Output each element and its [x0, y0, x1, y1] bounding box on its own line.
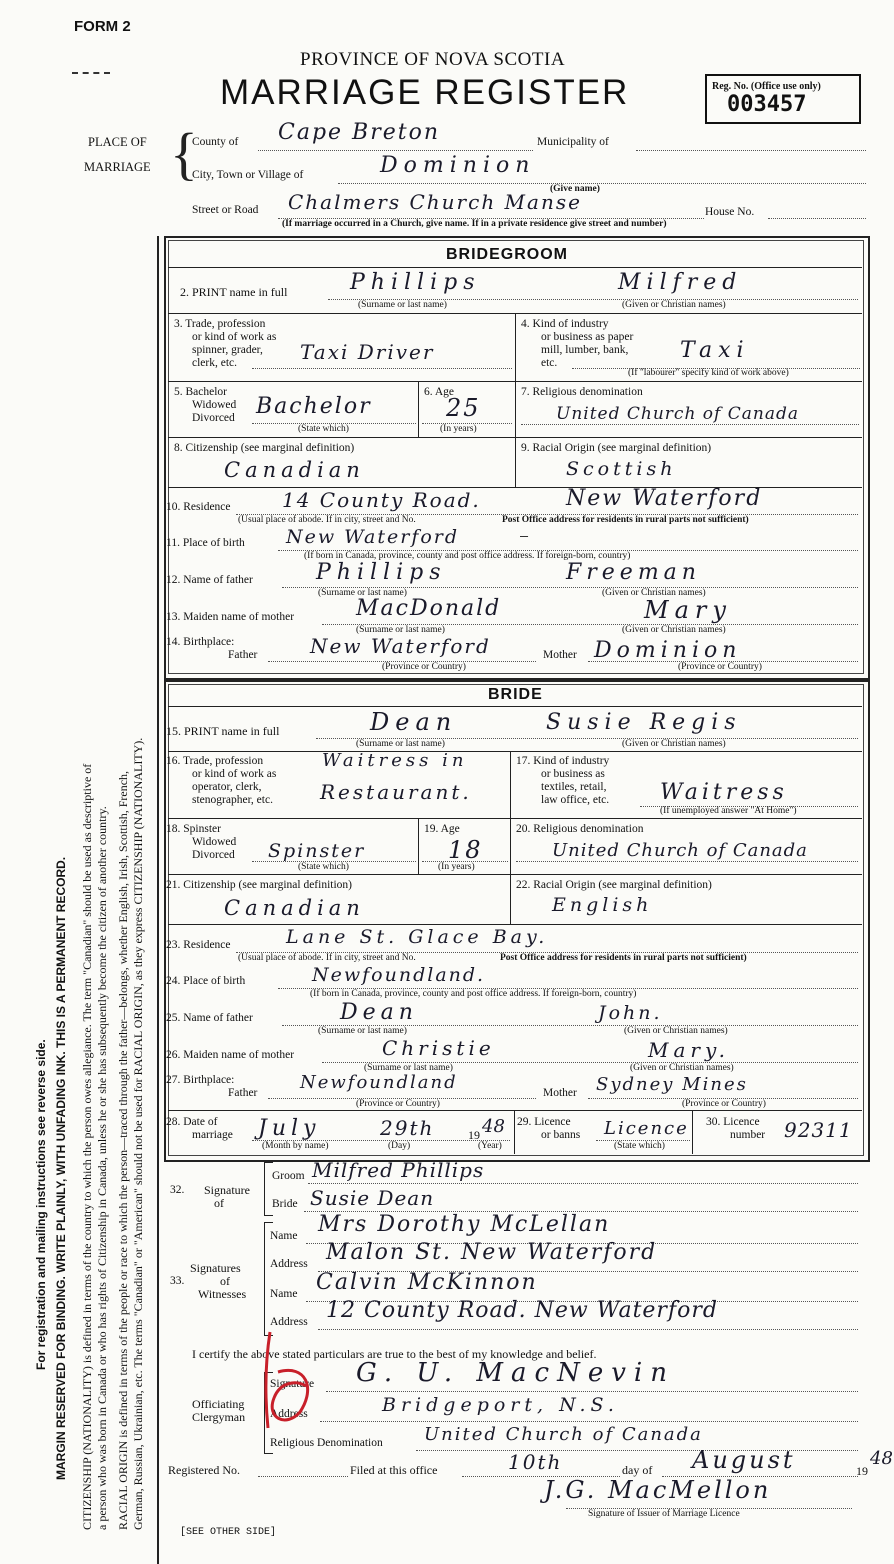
margin-citizenship-2: a person who was born in Canada or who has rights of Citizenship in Canada, unless he or she has subsequently become the citizen of another country. [95, 806, 109, 1530]
witness1-address: Malon St. New Waterford [326, 1240, 658, 1265]
house-no-label: House No. [705, 206, 755, 218]
filed-day: 10th [508, 1450, 563, 1474]
groom-religion-label: 7. Religious denomination [521, 386, 643, 398]
caption-given-2: (Given or Christian names) [602, 588, 706, 598]
caption-surname-5: (Surname or last name) [318, 1026, 407, 1036]
bride-status-label-2: Widowed [192, 836, 237, 848]
margin-racial-1: RACIAL ORIGIN is defined in terms of the people or race to which the person—traced through the father—belongs, whether English, Irish, Scottish, French, [116, 770, 130, 1530]
bride-father-label: 25. Name of father [166, 1012, 253, 1024]
filed-month: August [692, 1446, 796, 1474]
bride-religion-label: 20. Religious denomination [516, 823, 644, 835]
groom-father-label: 12. Name of father [166, 574, 253, 586]
marriage-day: 29th [380, 1116, 435, 1140]
bridegroom-heading: BRIDEGROOM [446, 246, 568, 263]
groom-religion: United Church of Canada [556, 404, 799, 424]
caption-given-5: (Given or Christian names) [624, 1026, 728, 1036]
groom-citizenship-label: 8. Citizenship (see marginal definition) [174, 442, 355, 454]
page-title: MARRIAGE REGISTER [220, 73, 630, 112]
caption-day: (Day) [388, 1141, 411, 1151]
clergy-signature: G. U. MacNevin [356, 1358, 675, 1388]
caption-unemployed: (If unemployed answer "At Home") [660, 806, 797, 816]
caption-state-which-3: (State which) [614, 1141, 665, 1151]
caption-state-which-1: (State which) [298, 424, 349, 434]
bride-surname: Dean [370, 708, 458, 736]
groom-name-label-text: 2. PRINT name in full [180, 285, 288, 299]
caption-usual-abode-1: (Usual place of abode. If in city, street and No. [238, 515, 416, 525]
caption-surname-6: (Surname or last name) [364, 1063, 453, 1073]
licence-label-1: 29. Licence [517, 1116, 571, 1128]
filed-year: 48 [870, 1448, 893, 1469]
groom-father-bp-label: Father [228, 649, 258, 661]
groom-trade-label-4: clerk, etc. [192, 357, 238, 369]
groom-residence-street: 14 County Road. [282, 488, 481, 512]
stray-mark [72, 72, 110, 74]
bride-parents-birthplace-label: 27. Birthplace: [166, 1074, 235, 1086]
date-label-2: marriage [192, 1129, 233, 1141]
reg-no-value: 003457 [727, 92, 807, 117]
caption-month: (Month by name) [262, 1141, 329, 1151]
province-heading: PROVINCE OF NOVA SCOTIA [300, 49, 566, 70]
county-value: Cape Breton [278, 120, 441, 145]
groom-age: 25 [446, 394, 481, 422]
bride-father-birthplace: Newfoundland [300, 1072, 458, 1093]
witnesses-label-1: Signatures [190, 1261, 241, 1275]
caption-surname-4: (Surname or last name) [356, 739, 445, 749]
sig-number: 32. [170, 1184, 185, 1196]
clergy-address: Bridgeport, N.S. [382, 1394, 619, 1416]
caption-given: (Given or Christian names) [622, 300, 726, 310]
margin-binding-note: MARGIN RESERVED FOR BINDING. WRITE PLAINLY, WITH UNFADING INK. THIS IS A PERMANENT RECORD. [54, 856, 68, 1480]
bride-mother-surname: Christie [382, 1036, 495, 1060]
groom-birthplace: New Waterford [286, 526, 460, 548]
w1-name-label: Name [270, 1230, 298, 1242]
bride-status: Spinster [268, 840, 366, 862]
clergy-address-label: Address [270, 1408, 308, 1420]
bride-status-label-3: Divorced [192, 849, 235, 861]
groom-father-surname: Phillips [316, 560, 447, 585]
caption-in-years-2: (In years) [438, 862, 475, 872]
street-value: Chalmers Church Manse [288, 190, 582, 214]
caption-state-which-2: (State which) [298, 862, 349, 872]
groom-racial-label: 9. Racial Origin (see marginal definition) [521, 442, 712, 454]
margin-rule [157, 236, 159, 1564]
bride-birthplace: Newfoundland. [312, 964, 486, 986]
form-number: FORM 2 [74, 18, 131, 35]
day-of-label: day of [622, 1463, 653, 1477]
officiating-label-2: Clergyman [192, 1410, 246, 1424]
groom-age-label: 6. Age [424, 386, 455, 398]
w2-address-label: Address [270, 1316, 308, 1328]
caption-surname-3: (Surname or last name) [356, 625, 445, 635]
groom-mother-birthplace: Dominion [594, 638, 742, 663]
date-label-1: 28. Date of [166, 1116, 218, 1128]
bride-industry: Waitress [660, 780, 788, 805]
street-note: (If marriage occurred in a Church, give name. If in a private residence give street and number) [282, 219, 667, 229]
bride-mother-label: 26. Maiden name of mother [166, 1049, 295, 1061]
groom-citizenship: Canadian [224, 458, 365, 482]
caption-prov-country-1: (Province or Country) [382, 662, 466, 672]
bride-trade-line2: Restaurant. [320, 780, 472, 804]
bride-mother-given: Mary. [648, 1038, 730, 1062]
issuer-caption: Signature of Issuer of Marriage Licence [588, 1509, 740, 1519]
bride-trade-label-4: stenographer, etc. [192, 794, 273, 806]
bride-father-given: John. [598, 1002, 663, 1024]
groom-industry: Taxi [680, 338, 750, 363]
city-label: City, Town or Village of [192, 169, 304, 181]
caption-usual-abode-2: (Usual place of abode. If in city, street and No. [238, 953, 416, 963]
registered-no-label: Registered No. [168, 1463, 240, 1477]
bride-given: Susie Regis [546, 710, 742, 735]
reg-no-box [705, 74, 861, 124]
marriage-label: MARRIAGE [84, 160, 151, 174]
bride-industry-label-3: textiles, retail, [541, 781, 607, 793]
bride-age-label: 19. Age [424, 823, 460, 835]
filed-year-prefix: 19 [856, 1464, 868, 1478]
groom-birthplace-struck [520, 526, 528, 548]
bride-religion: United Church of Canada [552, 840, 808, 861]
street-label: Street or Road [192, 204, 259, 216]
caption-year: (Year) [478, 1141, 502, 1151]
groom-status-label-3: Divorced [192, 412, 235, 424]
groom-mother-label: 13. Maiden name of mother [166, 611, 295, 623]
filed-label: Filed at this office [350, 1463, 438, 1477]
brace: { [170, 121, 198, 186]
groom-status: Bachelor [256, 394, 372, 419]
red-check-mark [256, 1328, 320, 1434]
margin-instructions: For registration and mailing instructions see reverse side. [34, 1039, 48, 1370]
witnesses-label-2: of [220, 1274, 230, 1288]
bride-trade-line1: Waitress in [322, 750, 468, 771]
caption-prov-country-2: (Province or Country) [678, 662, 762, 672]
caption-post-office-1: Post Office address for residents in rural parts not sufficient) [502, 515, 749, 525]
bride-racial-label: 22. Racial Origin (see marginal definition) [516, 879, 712, 891]
bride-signature: Susie Dean [310, 1186, 435, 1210]
caption-prov-country-3: (Province or Country) [356, 1099, 440, 1109]
groom-father-given: Freeman [566, 560, 701, 585]
bride-sig-label: Bride [272, 1198, 298, 1210]
bride-trade-label-2: or kind of work as [192, 768, 277, 780]
bride-age: 18 [448, 836, 483, 864]
caption-in-years-1: (In years) [440, 424, 477, 434]
marriage-month: July [258, 1116, 321, 1141]
bride-mother-bp-label: Mother [543, 1087, 577, 1099]
witnesses-label-3: Witnesses [198, 1287, 247, 1301]
groom-name-label [180, 286, 287, 299]
w1-address-label: Address [270, 1258, 308, 1270]
licence-label-2: or banns [541, 1129, 581, 1141]
bride-father-bp-label: Father [228, 1087, 258, 1099]
groom-status-label-2: Widowed [192, 399, 237, 411]
bride-name-label: 15. PRINT name in full [166, 724, 280, 738]
groom-industry-label-1: 4. Kind of industry [521, 318, 609, 330]
groom-signature: Milfred Phillips [312, 1158, 485, 1182]
bride-trade-label-3: operator, clerk, [192, 781, 262, 793]
caption-surname-2: (Surname or last name) [318, 588, 407, 598]
clergy-religion-label: Religious Denomination [270, 1437, 383, 1449]
bride-residence: Lane St. Glace Bay. [286, 926, 549, 948]
groom-mother-given: Mary [644, 596, 732, 624]
bride-racial: English [552, 894, 653, 916]
county-label: County of [192, 136, 239, 148]
bride-mother-birthplace: Sydney Mines [596, 1074, 748, 1095]
sig-of-label: of [214, 1196, 224, 1210]
groom-residence-label: 10. Residence [166, 501, 231, 513]
groom-parents-birthplace-label: 14. Birthplace: [166, 636, 235, 648]
bride-citizenship-label: 21. Citizenship (see marginal definition) [166, 879, 352, 891]
groom-mother-surname: MacDonald [356, 596, 502, 621]
caption-post-office-2: Post Office address for residents in rural parts not sufficient) [500, 953, 747, 963]
give-name-caption: (Give name) [550, 184, 600, 194]
sig-label: Signature [204, 1183, 250, 1197]
witness2-name: Calvin McKinnon [316, 1270, 538, 1295]
caption-born-in-2: (If born in Canada, province, county and post office address. If foreign-born, country) [310, 989, 637, 999]
w2-name-label: Name [270, 1288, 298, 1300]
clergy-religion: United Church of Canada [424, 1424, 703, 1445]
issuer-signature: J.G. MacMellon [544, 1476, 772, 1504]
bride-industry-label-4: law office, etc. [541, 794, 610, 806]
groom-trade-label-3: spinner, grader, [192, 344, 263, 356]
groom-industry-label-2: or business as paper [541, 331, 634, 343]
witness2-address: 12 County Road. New Waterford [326, 1298, 718, 1323]
groom-residence-town: New Waterford [566, 486, 763, 511]
licence-number: 92311 [784, 1118, 853, 1142]
municipality-label: Municipality of [537, 136, 609, 148]
groom-industry-label-3: mill, lumber, bank, [541, 344, 629, 356]
groom-trade: Taxi Driver [300, 340, 435, 364]
bride-heading: BRIDE [488, 686, 543, 703]
witness-number: 33. [170, 1275, 185, 1287]
see-other-side: [SEE OTHER SIDE] [180, 1527, 277, 1538]
groom-surname: Phillips [350, 270, 481, 295]
bride-residence-label: 23. Residence [166, 939, 231, 951]
bride-trade-label-1: 16. Trade, profession [166, 755, 264, 767]
caption-labourer: (If "labourer" specify kind of work above) [628, 368, 789, 378]
caption-prov-country-4: (Province or Country) [682, 1099, 766, 1109]
bride-father-surname: Dean [340, 1000, 418, 1025]
marriage-year: 48 [482, 1116, 505, 1137]
bride-status-label-1: 18. Spinster [166, 823, 221, 835]
groom-trade-label-2: or kind of work as [192, 331, 277, 343]
reg-no-label: Reg. No. (Office use only) [712, 81, 821, 92]
margin-racial-2: German, Russian, Ukrainian, etc. The terms "Canadian" or "American" should not be used for RACIAL ORIGIN, as they express CITIZENSHIP (NATIONALITY). [131, 737, 145, 1530]
licence-or-banns: Licence [604, 1118, 689, 1139]
groom-industry-label-4: etc. [541, 357, 558, 369]
city-value: Dominion [380, 153, 536, 178]
caption-given-4: (Given or Christian names) [622, 739, 726, 749]
caption-born-in-1: (If born in Canada, province, county and post office address. If foreign-born, country) [304, 551, 631, 561]
licence-number-label-1: 30. Licence [706, 1116, 760, 1128]
groom-given: Milfred [618, 270, 743, 295]
marriage-year-prefix: 19 [468, 1128, 480, 1142]
caption-surname: (Surname or last name) [358, 300, 447, 310]
caption-given-6: (Given or Christian names) [630, 1063, 734, 1073]
bride-industry-label-2: or business as [541, 768, 605, 780]
witness1-name: Mrs Dorothy McLellan [318, 1212, 611, 1237]
clergy-sig-label: Signature [270, 1378, 315, 1390]
groom-status-label-1: 5. Bachelor [174, 386, 228, 398]
groom-racial: Scottish [566, 458, 677, 480]
groom-sig-label: Groom [272, 1170, 305, 1182]
bride-industry-label-1: 17. Kind of industry [516, 755, 610, 767]
margin-citizenship-1: CITIZENSHIP (NATIONALITY) is defined in terms of the country to which the person owes allegiance. The term "Canadian" should be used as descriptive of [80, 763, 94, 1530]
caption-given-3: (Given or Christian names) [622, 625, 726, 635]
groom-birthplace-label: 11. Place of birth [166, 537, 245, 549]
certify-statement: I certify the above stated particulars are true to the best of my knowledge and belief. [192, 1347, 597, 1361]
groom-father-birthplace: New Waterford [310, 634, 491, 658]
officiating-label-1: Officiating [192, 1397, 245, 1411]
groom-mother-bp-label: Mother [543, 649, 577, 661]
licence-number-label-2: number [730, 1129, 766, 1141]
groom-trade-label-1: 3. Trade, profession [174, 318, 266, 330]
bride-birthplace-label: 24. Place of birth [166, 975, 246, 987]
place-of-label: PLACE OF [88, 135, 147, 149]
bride-citizenship: Canadian [224, 896, 365, 920]
